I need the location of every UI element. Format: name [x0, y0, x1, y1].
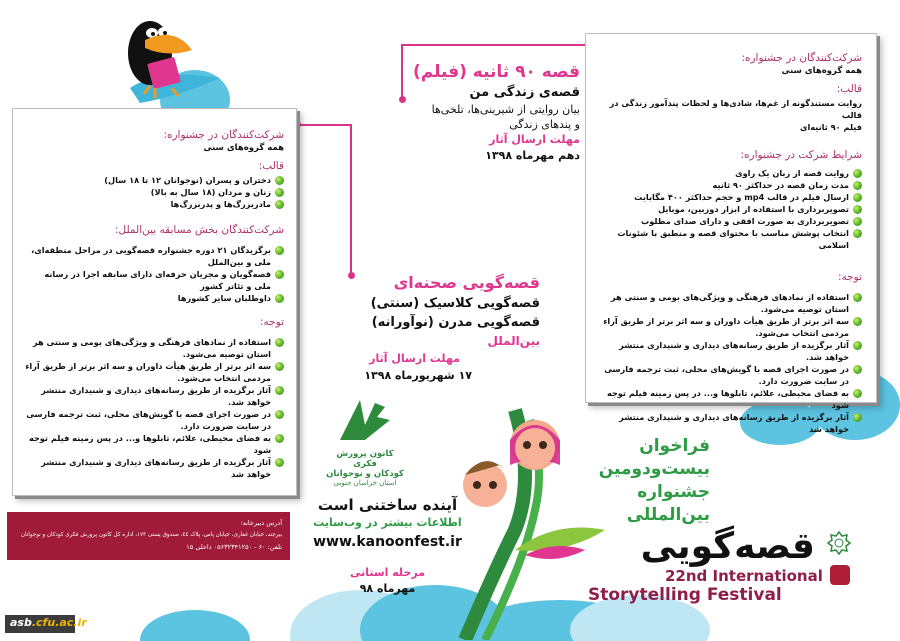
- kanoon-logo-line: کانون پرورش فکری: [336, 449, 394, 469]
- connector-line: [401, 44, 591, 46]
- bullet-icon: [853, 341, 862, 350]
- address-phone: تلفن: ۶۰ - ۰۵۶۳۲۳۴۱۲۵۰ داخلی ۱۵: [186, 543, 282, 551]
- note-item: آثار برگزیده از طریق رسانه‌های دیداری و شنیداری منتشر خواهد شد.: [25, 384, 284, 408]
- call-line: بیست‌ودومین: [598, 459, 710, 479]
- notes-list: [598, 291, 862, 435]
- note-item: در صورت اجرای قصه با گویش‌های محلی، ثبت ترجمه فارسی در سایت ضرورت دارد.: [25, 408, 284, 432]
- stage-section-title: قصه‌گویی صحنه‌ای: [393, 273, 540, 292]
- bullet-icon: [853, 181, 862, 190]
- bullet-icon: [275, 294, 284, 303]
- connector-line: [300, 124, 352, 126]
- cloud-decoration: [140, 610, 250, 641]
- bullet-icon: [275, 362, 284, 371]
- condition-item: تصویربرداری به صورت افقی و دارای صدای مطلوب: [598, 215, 862, 227]
- bullet-icon: [853, 365, 862, 374]
- bullet-icon: [275, 338, 284, 347]
- festival-name-en-line2: Storytelling Festival: [588, 585, 782, 605]
- note-item: استفاده از نمادهای فرهنگی و ویژگی‌های بومی و سنتی هر استان توصیه می‌شود.: [598, 291, 862, 315]
- note-item: در صورت اجرای قصه با گویش‌های محلی، ثبت ترجمه فارسی در سایت ضرورت دارد.: [598, 363, 862, 387]
- format-line: فیلم ۹۰ ثانیه‌ای: [799, 122, 862, 132]
- participants-heading: شرکت‌کنندگان در جشنواره:: [741, 52, 862, 64]
- stage-rules-card: [12, 108, 297, 496]
- note-item: استفاده از نمادهای فرهنگی و ویژگی‌های بومی و سنتی هر استان توصیه می‌شود.: [25, 336, 284, 360]
- municipality-logo-icon: [827, 531, 851, 555]
- film-deadline-label: مهلت ارسال آثار: [489, 133, 580, 146]
- format-heading: قالب:: [258, 160, 284, 172]
- crow-mascot-illustration: [120, 8, 240, 103]
- secretariat-address-box: [7, 512, 290, 560]
- note-item: به فضای محیطی، علائم، تابلوها و... در پس زمینه فیلم توجه شود: [598, 387, 862, 411]
- note-item: آثار برگزیده از طریق رسانه‌های دیداری و شنیداری منتشر خواهد شد: [25, 456, 284, 480]
- address-line: بیرجند، خیابان غفاری، خیابان پاس، پلاک ٤٤، صندوق پستی ۱۷۳، اداره کل کانون پرورش فکری کودکان و نوجوانان: [20, 532, 282, 538]
- partner-logo-icon: [830, 565, 850, 585]
- bullet-icon: [275, 458, 284, 467]
- kanoon-logo-line: استان خراسان جنوبی: [333, 479, 397, 487]
- slogan-title: آینده ساختنی است: [317, 496, 458, 514]
- website-link[interactable]: www.kanoonfest.ir: [313, 534, 462, 550]
- bullet-icon: [275, 200, 284, 209]
- bullet-icon: [275, 270, 284, 279]
- bullet-icon: [275, 188, 284, 197]
- film-section: [395, 60, 580, 164]
- bullet-icon: [275, 386, 284, 395]
- festival-call: [585, 435, 785, 527]
- note-item: آثار برگزیده از طریق رسانه‌های دیداری و شنیداری منتشر خواهد شد.: [598, 339, 862, 363]
- conditions-heading: شرایط شرکت در جشنواره:: [740, 149, 862, 161]
- format-item: زنان و مردان (۱۸ سال به بالا): [25, 186, 284, 198]
- provincial-stage-label: مرحله استانی: [349, 566, 426, 579]
- participants-value: همه گروه‌های سنی: [203, 143, 284, 153]
- bullet-icon: [853, 317, 862, 326]
- bullet-icon: [853, 217, 862, 226]
- provincial-stage-date: مهرماه ۹۸: [359, 582, 416, 595]
- festival-name-fa: قصه‌گویی: [640, 526, 815, 567]
- participants-value: همه گروه‌های سنی: [781, 66, 862, 76]
- bullet-icon: [853, 293, 862, 302]
- bullet-icon: [853, 413, 862, 422]
- notes-list: [25, 336, 284, 480]
- stage-line: بین‌الملل: [487, 334, 540, 348]
- bullet-icon: [275, 410, 284, 419]
- bullet-icon: [853, 193, 862, 202]
- film-section-subtitle: قصه‌ی زندگی من: [469, 85, 580, 100]
- format-list: [25, 174, 284, 210]
- condition-item: ارسال فیلم در قالب mp4 و حجم حداکثر ۴۰۰ مگابایت: [598, 191, 862, 203]
- bullet-icon: [853, 205, 862, 214]
- kanoon-logo-line: کودکان و نوجوانان: [326, 469, 404, 479]
- bullet-icon: [853, 169, 862, 178]
- intl-item: قصه‌گویان و مجریان حرفه‌ای دارای سابقه اجرا در رسانه ملی و تئاتر کشور: [25, 268, 284, 292]
- note-item: سه اثر برتر از طریق هیأت داوران و سه اثر برتر از طریق آراء مردمی انتخاب می‌شود.: [598, 315, 862, 339]
- stage-deadline-label: مهلت ارسال آثار: [369, 352, 460, 365]
- site-watermark: asb.cfu.ac.ir: [5, 615, 75, 633]
- note-item: به فضای محیطی، علائم، تابلوها و... در پس زمینه فیلم توجه شود: [25, 432, 284, 456]
- conditions-list: [598, 167, 862, 251]
- intl-item: داوطلبان سایر کشورها: [25, 292, 284, 304]
- format-item: مادربزرگ‌ها و پدربزرگ‌ها: [25, 198, 284, 210]
- call-line: جشنواره: [637, 482, 710, 502]
- condition-item: مدت زمان قصه در حداکثر ۹۰ ثانیه: [598, 179, 862, 191]
- slogan-block: [300, 495, 475, 597]
- intl-item: برگزیدگان ۲۱ دوره جشنواره قصه‌گویی در مراحل منطقه‌ای، ملی و بین‌الملل: [25, 244, 284, 268]
- bullet-icon: [275, 246, 284, 255]
- connector-line: [350, 124, 352, 274]
- stage-line: قصه‌گویی کلاسیک (سنتی): [370, 296, 540, 311]
- bullet-icon: [275, 176, 284, 185]
- more-info-text: اطلاعات بیشتر در وب‌سایت: [313, 516, 462, 529]
- intl-list: [25, 244, 284, 304]
- film-description-line: و پندهای زندگی: [509, 118, 580, 131]
- participants-heading: شرکت‌کنندگان در جشنواره:: [163, 129, 284, 141]
- call-line: فراخوان: [639, 436, 710, 456]
- film-section-title: قصه ۹۰ ثانیه (فیلم): [412, 62, 580, 82]
- stage-section: [300, 272, 540, 384]
- bullet-icon: [853, 229, 862, 238]
- film-rules-card: [585, 33, 877, 434]
- film-description-line: بیان روایتی از شیرینی‌ها، تلخی‌ها: [431, 103, 580, 116]
- stage-line: قصه‌گویی مدرن (نوآورانه): [371, 315, 540, 330]
- intl-heading: شرکت‌کنندگان بخش مسابقه بین‌الملل:: [114, 224, 284, 236]
- note-item: آثار برگزیده از طریق رسانه‌های دیداری و شنیداری منتشر خواهد شد: [598, 411, 862, 435]
- condition-item: تصویربرداری با استفاده از ابزار دوربین، موبایل: [598, 203, 862, 215]
- kanoon-logo: [325, 395, 405, 487]
- condition-item: انتخاب پوشش مناسب با محتوای قصه و منطبق با شئونات اسلامی: [598, 227, 862, 251]
- condition-item: روایت قصه از زبان یک راوی: [598, 167, 862, 179]
- stage-deadline-date: ۱۷ شهریورماه ۱۳۹۸: [364, 369, 472, 382]
- bullet-icon: [853, 389, 862, 398]
- format-line: روایت مستندگونه از غم‌ها، شادی‌ها و لحظات پندآموز زندگی در قالب: [609, 98, 862, 120]
- note-item: سه اثر برتر از طریق هیأت داوران و سه اثر برتر از طریق آراء مردمی انتخاب می‌شود.: [25, 360, 284, 384]
- address-heading: آدرس دبیرخانه:: [240, 519, 282, 527]
- notes-heading: توجه:: [259, 316, 284, 328]
- notes-heading: توجه:: [837, 271, 862, 283]
- bullet-icon: [275, 434, 284, 443]
- call-line: بین‌المللی: [626, 505, 710, 525]
- format-item: دختران و پسران (نوجوانان ۱۲ تا ۱۸ سال): [25, 174, 284, 186]
- kanoon-bird-icon: [335, 395, 395, 445]
- format-heading: قالب:: [836, 83, 862, 95]
- festival-name-en-line1: 22nd International: [665, 567, 823, 585]
- film-deadline-date: دهم مهرماه ۱۳۹۸: [485, 149, 580, 162]
